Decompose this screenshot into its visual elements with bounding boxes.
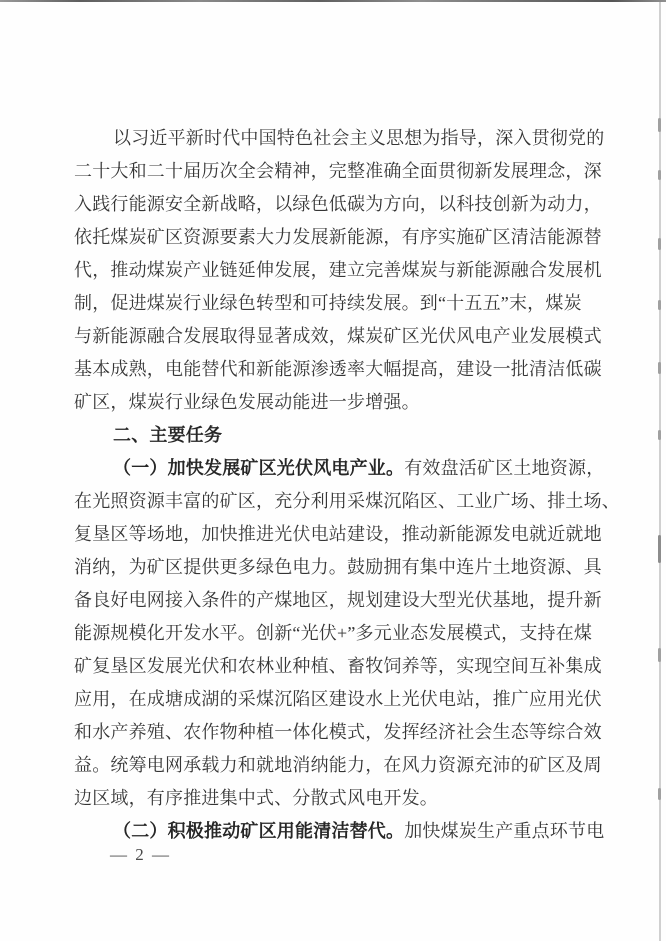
para1-line-1: 以习近平新时代中国特色社会主义思想为指导，深入贯彻党的 [113, 128, 605, 148]
item1-line-5: 备良好电网接入条件的产煤地区，规划建设大型光伏基地，提升新 [74, 590, 602, 610]
scan-smudge [658, 648, 661, 662]
scan-smudge [658, 238, 661, 250]
document-body [74, 122, 620, 848]
item1-line-2: 在光照资源丰富的矿区，充分利用采煤沉陷区、工业广场、排土场、 [74, 491, 620, 511]
item2-heading-bold: （二）积极推动矿区用能清洁替代。 [113, 821, 405, 841]
section-heading: 二、主要任务 [113, 425, 223, 445]
item1-line-1 [74, 452, 605, 485]
scan-smudge [658, 362, 661, 374]
item2-line-1-text: 加快煤炭生产重点环节电 [404, 821, 605, 841]
item1-line-3: 复垦区等场地，加快推进光伏电站建设，推动新能源发电就近就地 [74, 524, 602, 544]
scan-smudge [658, 788, 661, 800]
para1-line-8: 基本成熟，电能替代和新能源渗透率大幅提高，建设一批清洁低碳 [74, 359, 602, 379]
scan-top-edge-artifact [0, 0, 666, 2]
scan-right-edge-artifact [659, 2, 661, 941]
scan-smudge [658, 300, 661, 310]
item1-line-9: 和水产养殖、农作物种植一体化模式，发挥经济社会生态等综合效 [74, 722, 602, 742]
item1-line-11: 边区域，有序推进集中式、分散式风电开发。 [74, 788, 438, 808]
para1-line-4: 依托煤炭矿区资源要素大力发展新能源，有序实施矿区清洁能源替 [74, 227, 602, 247]
item1-line-10: 益。统筹电网承载力和就地消纳能力，在风力资源充沛的矿区及周 [74, 755, 602, 775]
item1-line-4: 消纳，为矿区提供更多绿色电力。鼓励拥有集中连片土地资源、具 [74, 557, 602, 577]
item1-line-6: 能源规模化开发水平。创新“光伏+”多元业态发展模式，支持在煤 [74, 623, 593, 643]
scan-smudge [658, 118, 661, 132]
para1-line-6: 制，促进煤炭行业绿色转型和可持续发展。到“十五五”末，煤炭 [74, 293, 582, 313]
item1-line-7: 矿复垦区发展光伏和农林业种植、畜牧饲养等，实现空间互补集成 [74, 656, 602, 676]
para1-line-9: 矿区，煤炭行业绿色发展动能进一步增强。 [74, 392, 420, 412]
para1-line-7: 与新能源融合发展取得显著成效，煤炭矿区光伏风电产业发展模式 [74, 326, 602, 346]
item1-heading-bold: （一）加快发展矿区光伏风电产业。 [113, 458, 405, 478]
scan-smudge [658, 430, 661, 440]
scan-smudge [658, 535, 661, 563]
para1-line-2: 二十大和二十届历次全会精神，完整准确全面贯彻新发展理念，深 [74, 161, 602, 181]
scan-smudge [658, 170, 661, 180]
page-number: — 2 — [110, 845, 171, 864]
item1-line-8: 应用，在成塘成湖的采煤沉陷区建设水上光伏电站，推广应用光伏 [74, 689, 602, 709]
item2-line-1 [74, 815, 605, 848]
item1-line-1-text: 有效盘活矿区土地资源， [404, 458, 605, 478]
para1-line-5: 代，推动煤炭产业链延伸发展，建立完善煤炭与新能源融合发展机 [74, 260, 602, 280]
para1-line-3: 入践行能源安全新战略，以绿色低碳为方向，以科技创新为动力， [74, 194, 602, 214]
